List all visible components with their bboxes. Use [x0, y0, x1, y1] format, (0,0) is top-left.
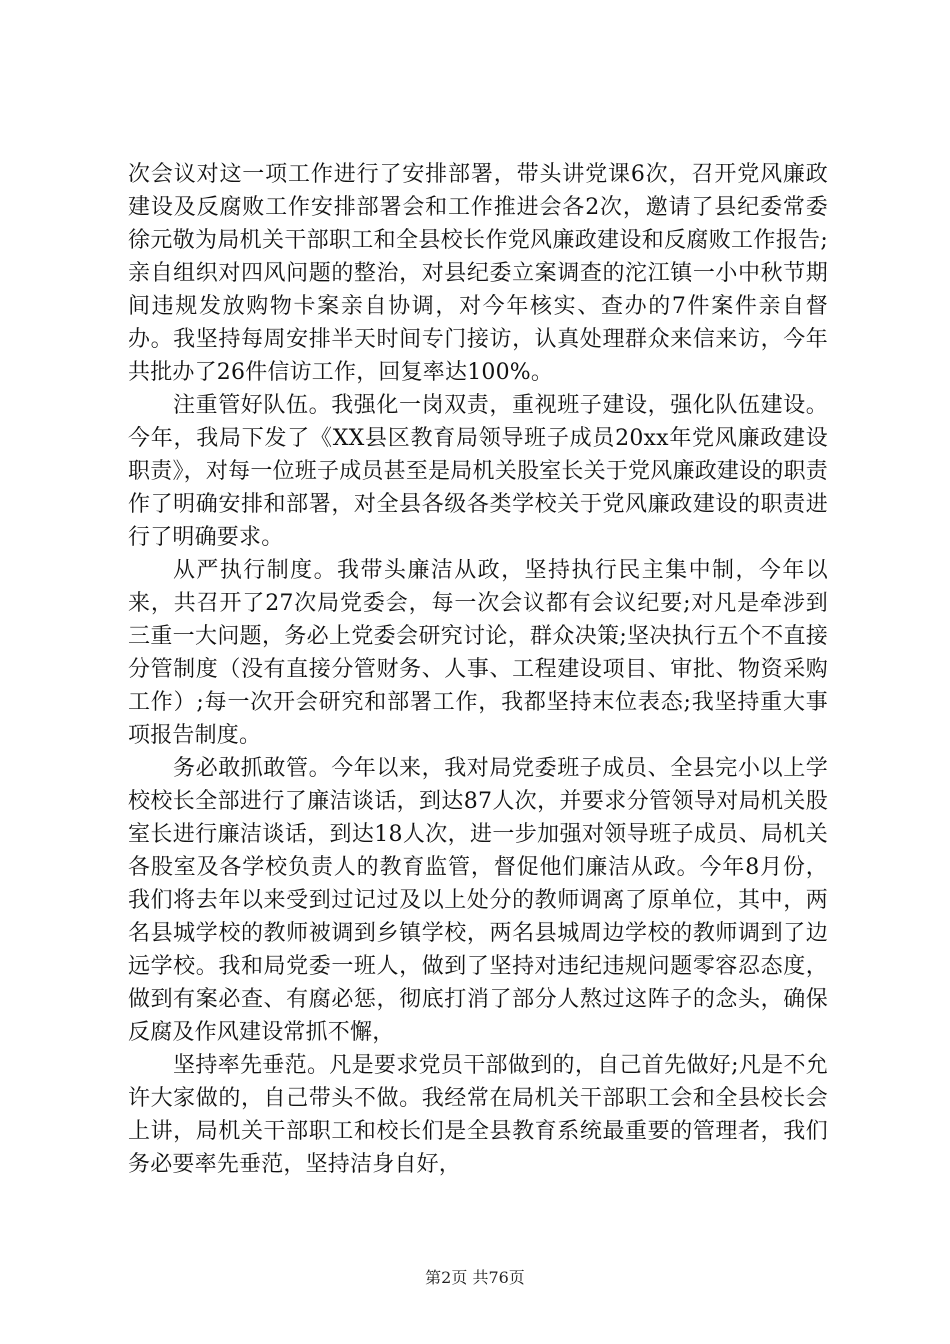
paragraph-dare-to-manage: 务必敢抓敢管。今年以来，我对局党委班子成员、全县完小以上学校校长全部进行了廉洁谈话，到达87人次，并要求分管领导对局机关股室长进行廉洁谈话，到达18人次，进一步加强对领导班子成员、局机关各股室及各学校负责人的教育监管，督促他们廉洁从政。今年8月份，我们将去年以来受到过记过及以上处分的教师调离了原单位，其中，两名县城学校的教师被调到乡镇学校，两名县城周边学校的教师调到了边远学校。我和局党委一班人，做到了坚持对违纪违规问题零容忍态度，做到有案必查、有腐必惩，彻底打消了部分人熬过这阵子的念头，确保反腐及作风建设常抓不懈， [128, 756, 828, 1045]
paragraph-lead-by-example: 坚持率先垂范。凡是要求党员干部做到的，自己首先做好;凡是不允许大家做的，自己带头不做。我经常在局机关干部职工会和全县校长会上讲，局机关干部职工和校长们是全县教育系统最重要的管理者，我们务必要率先垂范，坚持洁身自好， [128, 1053, 828, 1177]
page-number-footer: 第2页 共76页 [425, 1268, 525, 1287]
document-body [128, 158, 828, 1181]
paragraph-continuation: 次会议对这一项工作进行了安排部署，带头讲党课6次，召开党风廉政建设及反腐败工作安排部署会和工作推进会各2次，邀请了县纪委常委徐元敬为局机关干部职工和全县校长作党风廉政建设和反腐败工作报告;亲自组织对四风问题的整治，对县纪委立案调查的沱江镇一小中秋节期间违规发放购物卡案亲自协调，对今年核实、查办的7件案件亲自督办。我坚持每周安排半天时间专门接访，认真处理群众来信来访，今年共批办了26件信访工作，回复率达100%。 [128, 162, 828, 385]
paragraph-team-management: 注重管好队伍。我强化一岗双责，重视班子建设，强化队伍建设。今年，我局下发了《XX县区教育局领导班子成员20xx年党风廉政建设职责》，对每一位班子成员甚至是局机关股室长关于党风廉政建设的职责作了明确安排和部署，对全县各级各类学校关于党风廉政建设的职责进行了明确要求。 [128, 393, 828, 550]
paragraph-strict-system: 从严执行制度。我带头廉洁从政，坚持执行民主集中制，今年以来，共召开了27次局党委会，每一次会议都有会议纪要;对凡是牵涉到三重一大问题，务必上党委会研究讨论，群众决策;坚决执行五个不直接分管制度（没有直接分管财务、人事、工程建设项目、审批、物资采购工作）;每一次开会研究和部署工作，我都坚持末位表态;我坚持重大事项报告制度。 [128, 558, 828, 748]
